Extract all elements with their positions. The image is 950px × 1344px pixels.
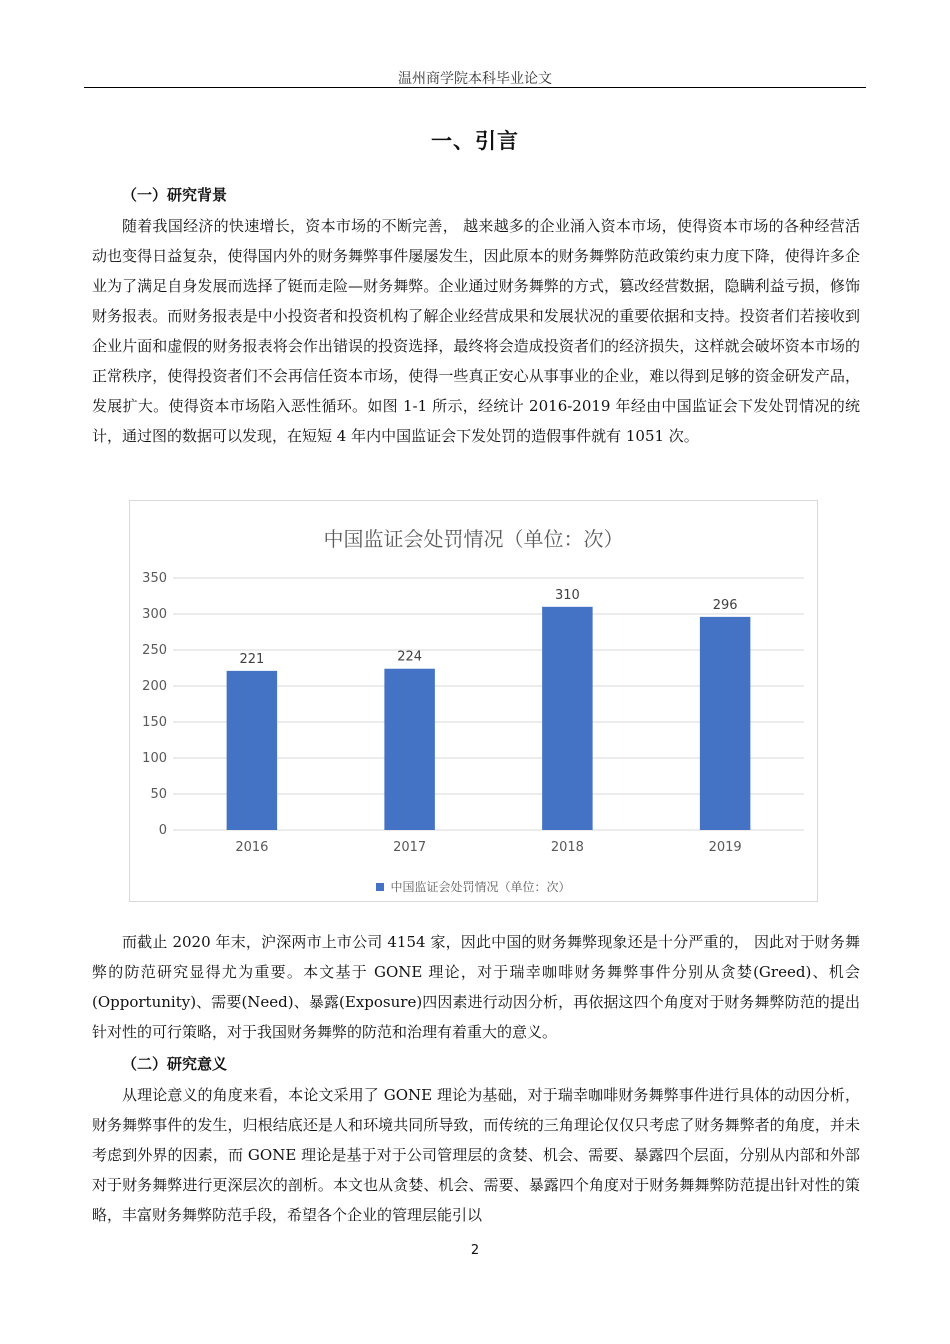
x-tick-label: 2017 xyxy=(393,840,427,855)
section-heading-background: （一）研究背景 xyxy=(122,186,228,204)
legend-label: 中国监证会处罚情况（单位：次） xyxy=(390,880,571,894)
chart-canvas xyxy=(130,501,817,901)
x-tick-label: 2019 xyxy=(708,840,742,855)
y-tick-label: 150 xyxy=(142,715,167,730)
y-tick-label: 350 xyxy=(142,571,167,586)
y-tick-label: 50 xyxy=(150,787,167,802)
x-tick-label: 2016 xyxy=(235,840,269,855)
chapter-title: 一、引言 xyxy=(431,129,519,153)
x-tick-label: 2018 xyxy=(550,840,584,855)
data-label: 310 xyxy=(554,587,580,603)
section-heading-significance: （二）研究意义 xyxy=(122,1055,228,1073)
y-tick-label: 250 xyxy=(142,643,167,658)
legend-swatch xyxy=(376,883,384,891)
bar xyxy=(700,617,750,830)
page-number: 2 xyxy=(470,1243,480,1258)
y-tick-label: 100 xyxy=(142,751,167,766)
y-tick-label: 0 xyxy=(158,823,167,838)
penalty-bar-chart xyxy=(129,500,818,902)
paragraph-significance-1: 从理论意义的角度来看，本论文采用了 GONE 理论为基础，对于瑞幸咖啡财务舞弊事件进行具体的动因分析，财务舞弊事件的发生，归根结底还是人和环境共同所导致，而传统的三角理论仅仅只考虑了财务舞弊者的角度，并未考虑到外界的因素，而 GONE 理论是基于对于公司管理层的贪婪、机会、需要、暴露四个层面，分别从内部和外部对于财务舞弊进行更深层次的剖析。本文也从贪婪、机会、需要、暴露四个角度对于财务舞舞弊防范提出针对性的策略，丰富财务舞弊防范手段，希望各个企业的管理层能引以 xyxy=(92,1086,860,1224)
paragraph-background-1: 随着我国经济的快速增长，资本市场的不断完善， 越来越多的企业涌入资本市场，使得资本市场的各种经营活动也变得日益复杂，使得国内外的财务舞弊事件屡屡发生，因此原本的财务舞弊防范政策约束力度下降，使得许多企业为了满足自身发展而选择了铤而走险—财务舞弊。企业通过财务舞弊的方式，篡改经营数据，隐瞒利益亏损，修饰财务报表。而财务报表是中小投资者和投资机构了解企业经营成果和发展状况的重要依据和支持。投资者们若接收到企业片面和虚假的财务报表将会作出错误的投资选择，最终将会造成投资者们的经济损失，这样就会破坏资本市场的正常秩序，使得投资者们不会再信任资本市场，使得一些真正安心从事事业的企业，难以得到足够的资金研发产品，发展扩大。使得资本市场陷入恶性循环。如图 1-1 所示，经统计 2016-2019 年经由中国监证会下发处罚情况的统计，通过图的数据可以发现，在短短 4 年内中国监证会下发处罚的造假事件就有 1051 次。 xyxy=(92,217,860,445)
bar xyxy=(542,607,592,830)
bar xyxy=(384,669,434,830)
header-rule xyxy=(84,87,866,88)
data-label: 224 xyxy=(397,649,423,665)
data-label: 221 xyxy=(239,651,265,667)
running-header: 温州商学院本科毕业论文 xyxy=(398,71,552,87)
y-tick-label: 200 xyxy=(142,679,167,694)
data-label: 296 xyxy=(712,597,738,613)
paragraph-background-2: 而截止 2020 年末，沪深两市上市公司 4154 家，因此中国的财务舞弊现象还是十分严重的， 因此对于财务舞弊的防范研究显得尤为重要。本文基于 GONE 理论，对于瑞幸咖啡财务舞弊事件分别从贪婪(Greed)、机会(Opportunity)、需要(Need)、暴露(Exposure)四因素进行动因分析，再依据这四个角度对于财务舞弊防范的提出针对性的可行策略，对于我国财务舞弊的防范和治理有着重大的意义。 xyxy=(92,933,860,1041)
chart-legend xyxy=(130,878,817,895)
bar xyxy=(227,671,277,830)
chart-title: 中国监证会处罚情况（单位：次） xyxy=(323,527,624,551)
y-tick-label: 300 xyxy=(142,607,167,622)
